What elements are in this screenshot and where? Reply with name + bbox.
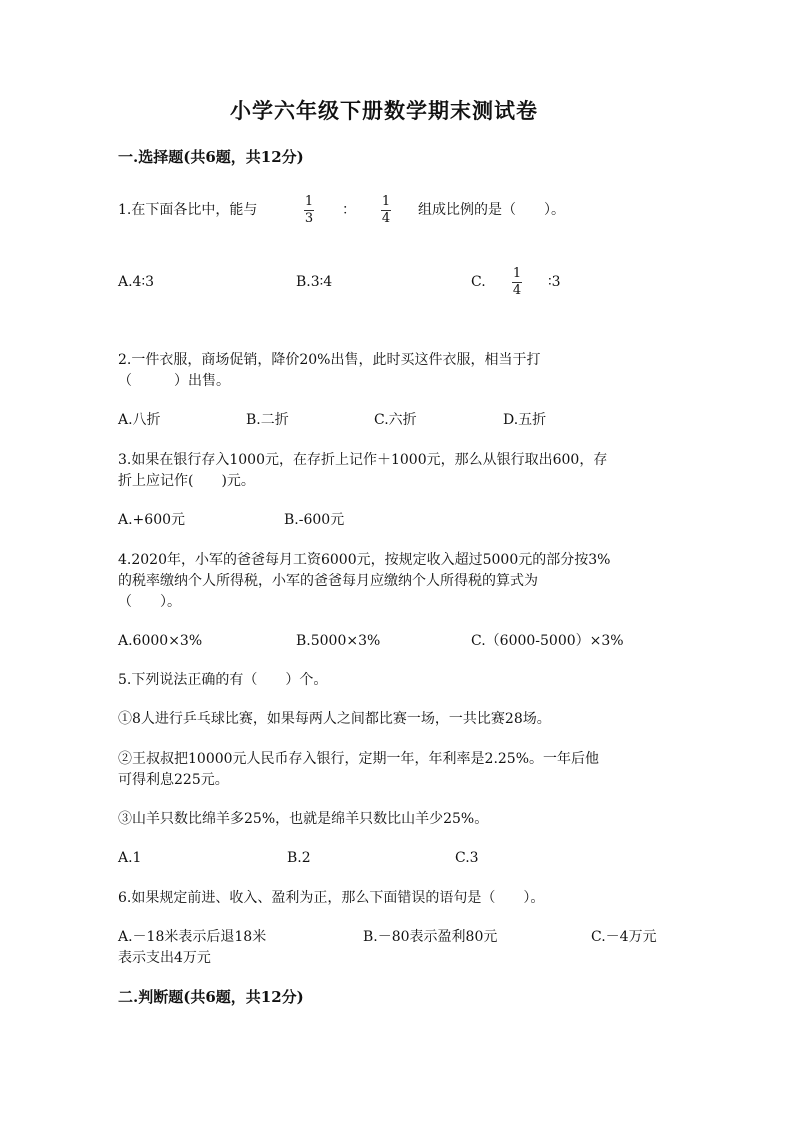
q3-stem-line-1: 3.如果在银行存入1000元，在存折上记作＋1000元，那么从银行取出600，存 xyxy=(118,452,608,468)
q4-option-b[interactable]: B.5000×3% xyxy=(296,633,381,649)
q5-option-b[interactable]: B.2 xyxy=(287,850,311,866)
q6-option-c-continued: 表示支出4万元 xyxy=(118,950,211,966)
q1-fraction-2 xyxy=(381,195,391,226)
q5-statement-2-line-2: 可得利息225元。 xyxy=(118,772,229,788)
fraction-denominator: 4 xyxy=(381,211,391,226)
q1-option-a[interactable]: A.4∶3 xyxy=(118,274,155,290)
fraction-denominator: 3 xyxy=(304,211,314,226)
q1-stem-end: 组成比例的是（ ）。 xyxy=(418,202,565,218)
q6-stem: 6.如果规定前进、收入、盈利为正，那么下面错误的语句是（ ）。 xyxy=(118,890,545,906)
q1-stem-start: 1.在下面各比中，能与 xyxy=(118,202,258,218)
q4-stem-line-3: （ ）。 xyxy=(118,594,181,610)
q3-option-a[interactable]: A.+600元 xyxy=(118,512,186,528)
fraction-numerator: 1 xyxy=(304,194,314,209)
q2-stem-line-1: 2.一件衣服，商场促销，降价20%出售，此时买这件衣服，相当于打 xyxy=(118,352,541,368)
q1-option-b[interactable]: B.3∶4 xyxy=(296,274,333,290)
q5-option-c[interactable]: C.3 xyxy=(455,850,479,866)
q2-stem-line-2: （ ）出售。 xyxy=(118,373,230,389)
section-heading-choice: 一.选择题(共6题，共12分) xyxy=(118,148,304,166)
q1-option-c[interactable]: C. xyxy=(471,274,486,290)
q6-option-a[interactable]: A.－18米表示后退18米 xyxy=(118,929,267,945)
q6-option-c[interactable]: C.－4万元 xyxy=(591,929,657,945)
q2-option-c[interactable]: C.六折 xyxy=(374,412,417,428)
q1-fraction-1 xyxy=(304,195,314,226)
q3-option-b[interactable]: B.-600元 xyxy=(284,512,345,528)
q1-option-c-fraction xyxy=(512,267,522,298)
q5-stem: 5.下列说法正确的有（ ）个。 xyxy=(118,672,328,688)
fraction-denominator: 4 xyxy=(512,283,522,298)
q5-option-a[interactable]: A.1 xyxy=(118,850,142,866)
fraction-numerator: 1 xyxy=(381,194,391,209)
q4-option-a[interactable]: A.6000×3% xyxy=(118,633,203,649)
q6-option-b[interactable]: B.－80表示盈利80元 xyxy=(363,929,498,945)
q4-option-c[interactable]: C.（6000-5000）×3% xyxy=(471,633,624,649)
q2-option-a[interactable]: A.八折 xyxy=(118,412,161,428)
q4-stem-line-1: 4.2020年，小军的爸爸每月工资6000元，按规定收入超过5000元的部分按3% xyxy=(118,552,611,568)
section-heading-true-false: 二.判断题(共6题，共12分) xyxy=(118,988,304,1006)
q5-statement-2-line-1: ②王叔叔把10000元人民币存入银行，定期一年，年利率是2.25%。一年后他 xyxy=(118,751,600,767)
fraction-numerator: 1 xyxy=(512,266,522,281)
q2-option-b[interactable]: B.二折 xyxy=(246,412,289,428)
q5-statement-3: ③山羊只数比绵羊多25%，也就是绵羊只数比山羊少25%。 xyxy=(118,811,489,827)
q1-option-c-rest: ∶3 xyxy=(548,274,561,290)
q4-stem-line-2: 的税率缴纳个人所得税，小军的爸爸每月应缴纳个人所得税的算式为 xyxy=(118,573,538,589)
q5-statement-1: ①8人进行乒乓球比赛，如果每两人之间都比赛一场，一共比赛28场。 xyxy=(118,711,551,727)
q3-stem-line-2: 折上应记作( )元。 xyxy=(118,473,255,489)
q1-colon: ： xyxy=(342,202,356,218)
q2-option-d[interactable]: D.五折 xyxy=(503,412,547,428)
page-title: 小学六年级下册数学期末测试卷 xyxy=(230,98,538,123)
